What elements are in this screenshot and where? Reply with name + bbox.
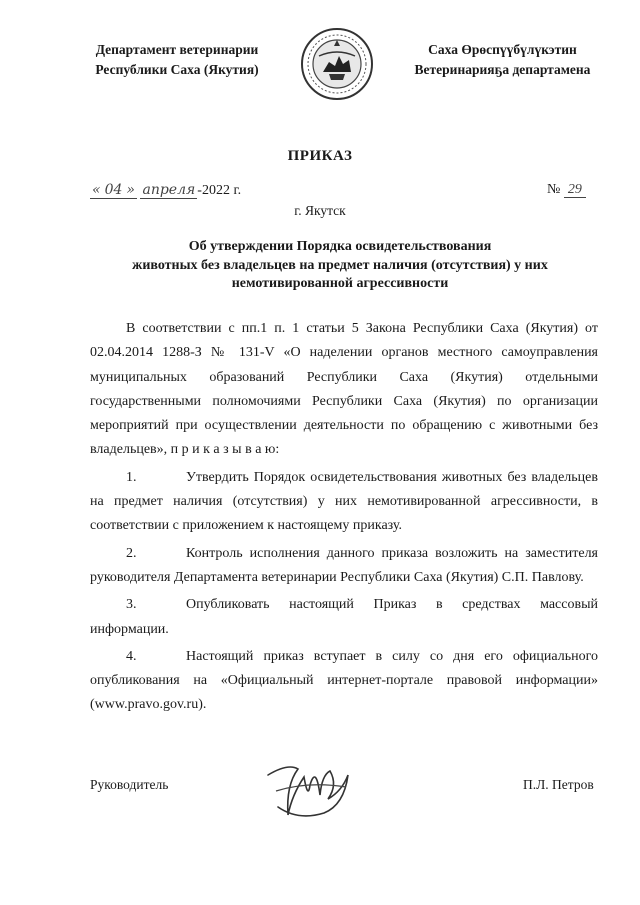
order-item-1 [90,466,598,539]
order-heading [90,238,590,294]
heading-line-2: животных без владельцев на предмет наличия (отсутствия) у них [132,257,548,273]
item-number: 1. [126,469,137,485]
order-city: г. Якутск [294,203,346,218]
header-left-line-2: Республики Саха (Якутия) [95,62,259,77]
heading-line-1: Об утверждении Порядка освидетельствования [188,239,492,254]
date-day: 04 [104,182,123,198]
signature-icon [258,755,358,827]
item-text: Утвердить Порядок освидетельствования животных без владельцев на предмет наличия (отсутствия) у них немотивированной агрессивности, в соответствии с приложением к настоящему приказу. [90,469,598,534]
signer-name: П.Л. Петров [523,777,594,792]
header-left [52,40,302,80]
order-number [547,182,586,198]
order-item-4 [90,645,598,718]
order-number-prefix: № [547,182,561,197]
order-date [90,182,241,199]
date-open-quote: « [92,182,101,198]
order-item-3 [90,593,598,642]
item-text: Настоящий приказ вступает в силу со дня его официального опубликования на «Официальный интернет-портале правовой информации» (www.pravo.gov.ru). [90,648,598,713]
order-number-value: 29 [564,182,586,198]
date-month: апреля [142,182,196,198]
header-right [390,40,615,80]
item-text: Контроль исполнения данного приказа возложить на заместителя руководителя Департамента ветеринарии Республики Саха (Якутия) С.П. Павлову. [90,545,598,585]
preamble-paragraph: В соответствии с пп.1 п. 1 статьи 5 Закона Республики Саха (Якутия) от 02.04.2014 1288-З № 131-V «О наделении органов местного самоуправления муниципальных образований Республики Саха (Якутия) отдельными государственными полномочиями Республики Саха (Якутия) по организации мероприятий при осуществлении деятельности по обращению с животными без владельцев», п р и к а з ы в а ю: [90,321,598,458]
item-text: Опубликовать настоящий Приказ в средствах массовый информации. [90,597,598,637]
order-body [90,317,598,718]
header-right-line-2: Ветеринарияҕа департамена [414,62,591,77]
header-left-line-1: Департамент ветеринарии [95,42,259,57]
date-year: -2022 г. [197,183,242,198]
item-number: 4. [126,648,137,664]
heading-line-3: немотивированной агрессивности [231,276,449,291]
item-number: 3. [126,597,137,613]
document-title: ПРИКАЗ [287,148,353,164]
item-number: 2. [126,545,137,561]
signer-position: Руководитель [90,777,169,792]
header-right-line-1: Саха Өрөспүүбүлүкэтин [428,42,577,57]
date-close-quote: » [126,182,135,198]
emblem-icon [299,26,375,102]
order-item-2 [90,542,598,591]
